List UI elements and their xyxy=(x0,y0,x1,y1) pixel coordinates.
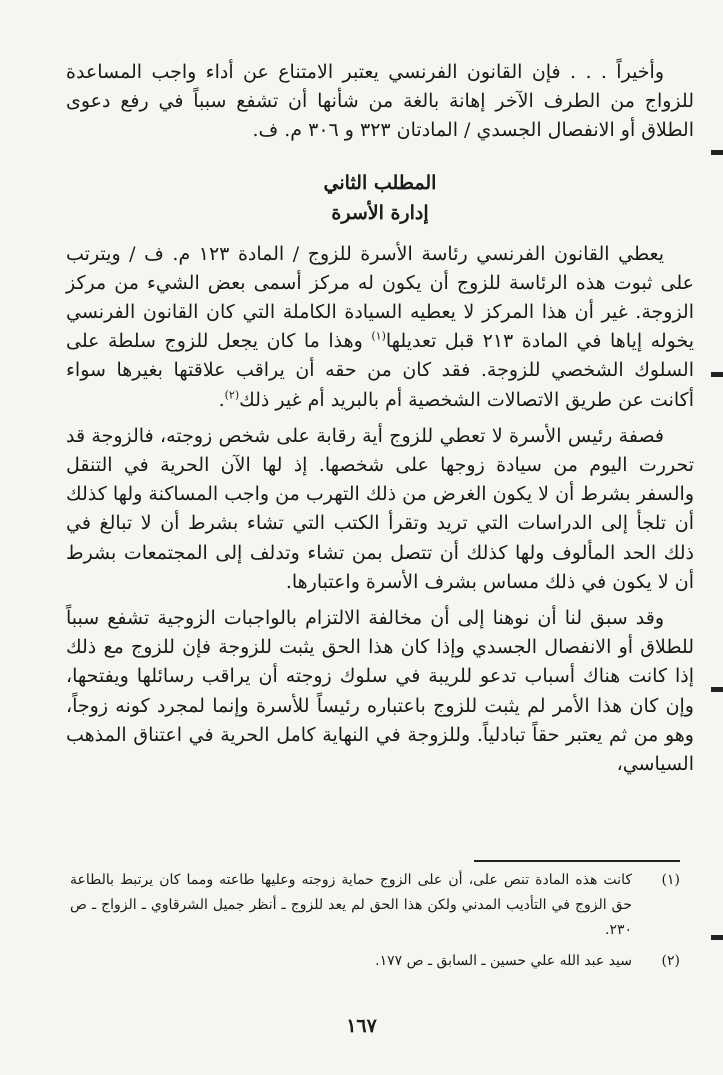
paragraph-family-headship xyxy=(66,240,694,415)
footnotes xyxy=(70,868,680,974)
paragraph-correspondence: وقد سبق لنا أن نوهنا إلى أن مخالفة الالتزام بالواجبات الزوجية تشفع سبباً للطلاق أو الانفصال الجسدي وإذا كان هذا الحق يثبت للزوجة فإن للزوج مع ذلك إذا كانت هناك أسباب تدعو للريبة في سلوك زوجته أن يراقب رسائلها ويفتحها، وإن كان هذا الأمر لم يثبت للزوج باعتباره رئيساً للأسرة وإنما لمجرد كونه زوجاً، وهو من ثم يعتبر حقاً تبادلياً. وللزوجة في النهاية كامل الحرية في اعتناق المذهب السياسي، xyxy=(66,607,694,776)
page-body xyxy=(66,58,694,779)
scan-margin-mark xyxy=(711,687,723,692)
footnote-ref-1: (١) xyxy=(371,329,386,343)
footnote-ref-2: (٢) xyxy=(224,388,240,402)
footnote-divider xyxy=(474,860,680,862)
paragraph-wife-freedom: فصفة رئيس الأسرة لا تعطي للزوج أية رقابة على شخص زوجته، فالزوجة قد تحررت اليوم من سيادة زوجها على شخصها. إذ لها الآن الحرية في التنقل والسفر بشرط أن لا يكون الغرض من ذلك التهرب من واجب المساكنة ولها كذلك أن تلجأ إلى الدراسات التي تريد وتقرأ الكتب التي تشاء بشرط أن لا تبالغ في ذلك الحد المألوف ولها كذلك أن تتصل بمن تشاء وتدلف إلى المجتمعات بشرط أن لا يكون في ذلك مساس بشرف الأسرة واعتبارها. xyxy=(66,424,694,593)
section-heading-block xyxy=(66,168,694,228)
paragraph-text: . xyxy=(218,388,225,411)
section-subheading: إدارة الأسرة xyxy=(331,201,429,224)
footnote-2 xyxy=(70,949,680,974)
scan-margin-mark xyxy=(711,372,723,377)
footnote-number: (٢) xyxy=(661,953,680,969)
page-number: ١٦٧ xyxy=(346,1015,377,1037)
footnote-1 xyxy=(70,868,680,943)
footnote-number: (١) xyxy=(661,872,680,888)
footnote-text: سيد عبد الله علي حسين ـ السابق ـ ص ١٧٧. xyxy=(375,953,632,969)
scan-margin-mark xyxy=(711,150,723,155)
paragraph-text: يعطي القانون الفرنسي رئاسة الأسرة للزوج / المادة ١٢٣ م. ف / ويترتب على ثبوت هذه الرئاسة للزوج أن يكون له مركز أسمى بعض الشيء من مركز الزوجة. غير أن هذا المركز لا يعطيه السيادة الكاملة التي كان القانون الفرنسي يخوله إياها في المادة ٢١٣ قبل تعديلها xyxy=(66,242,694,353)
footnote-text: كانت هذه المادة تنص على، أن على الزوج حماية زوجته وعليها طاعته ومما كان يرتبط بالطاعة حق الزوج في التأديب المدني ولكن هذا الحق لم يعد للزوج ـ أنظر جميل الشرقاوي ـ الزواج ـ ص ٢٣٠. xyxy=(70,872,632,938)
paragraph-text: وهذا ما كان يجعل للزوج سلطة على السلوك الشخصي للزوجة. فقد كان من حقه أن يراقب علاقتها بغيرها سواء أكانت عن طريق الاتصالات الشخصية أم بالبريد أم غير ذلك xyxy=(66,330,694,411)
section-heading: المطلب الثاني xyxy=(323,171,437,194)
intro-paragraph: وأخيراً . . . فإن القانون الفرنسي يعتبر الامتناع عن أداء واجب المساعدة للزواج من الطرف الآخر إهانة بالغة من شأنها أن تشفع سبباً في رفع دعوى الطلاق أو الانفصال الجسدي / المادتان ٣٢٣ و ٣٠٦ م. ف. xyxy=(66,61,694,142)
scan-margin-mark xyxy=(711,935,723,940)
